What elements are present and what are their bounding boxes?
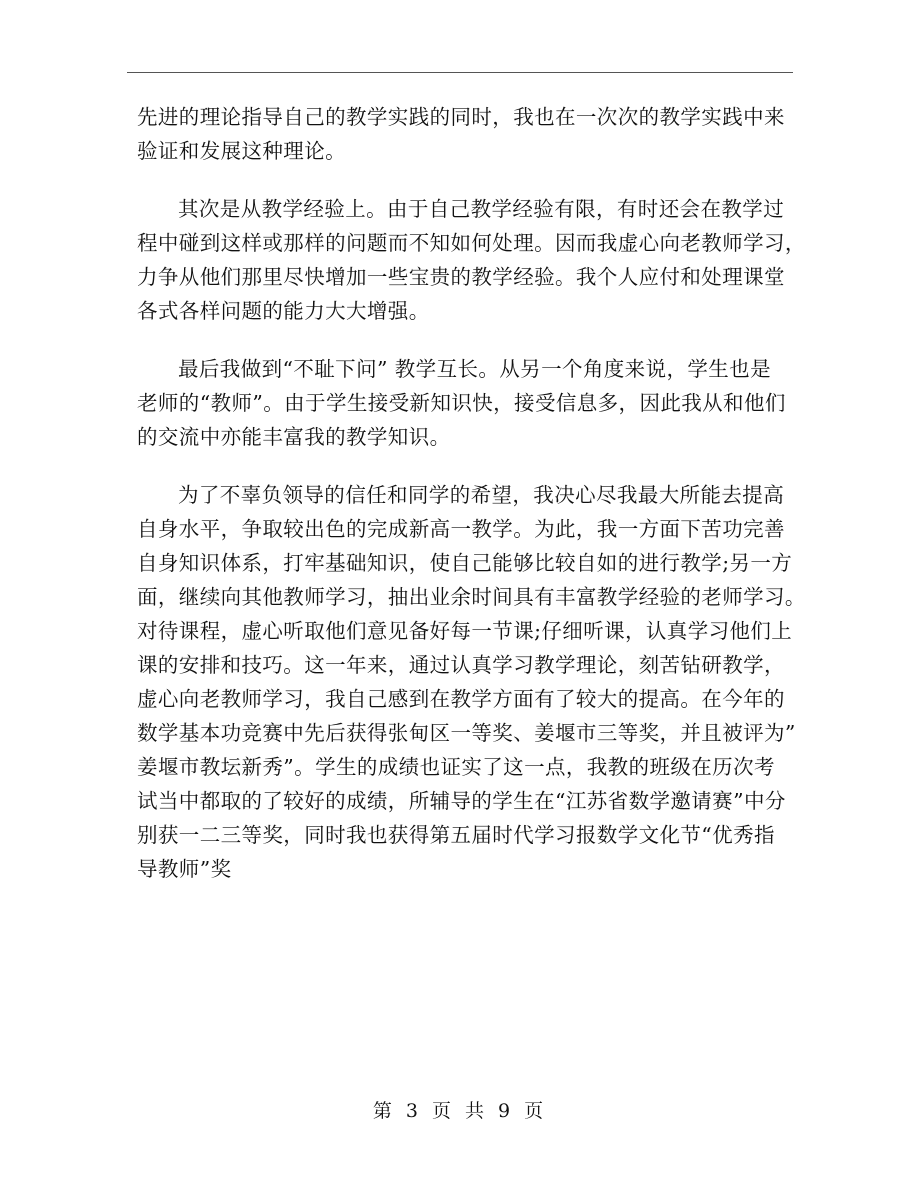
text-line: 对待课程，虚心听取他们意见备好每一节课;仔细听课，认真学习他们上 xyxy=(137,619,793,643)
text-line: 程中碰到这样或那样的问题而不知如何处理。因而我虚心向老教师学习， xyxy=(137,231,806,255)
text-line: 别获一二三等奖，同时我也获得第五届时代学习报数学文化节“优秀指 xyxy=(137,823,775,847)
text-line: 导教师”奖 xyxy=(137,857,232,881)
paragraph-1 xyxy=(137,100,797,168)
text-line: 姜堰市教坛新秀”。学生的成绩也证实了这一点，我教的班级在历次考 xyxy=(137,755,775,779)
text-line: 面，继续向其他教师学习，抽出业余时间具有丰富教学经验的老师学习。 xyxy=(137,585,806,609)
text-line: 验证和发展这种理论。 xyxy=(137,139,346,163)
text-line: 各式各样问题的能力大大增强。 xyxy=(137,299,430,323)
text-line: 虚心向老教师学习，我自己感到在教学方面有了较大的提高。在今年的 xyxy=(137,687,785,711)
text-line: 最后我做到“不耻下问” 教学互长。从另一个角度来说，学生也是 xyxy=(178,357,771,381)
page-footer: 第 3 页 共 9 页 xyxy=(372,1100,548,1122)
text-line: 自身水平，争取较出色的完成新高一教学。为此，我一方面下苦功完善 xyxy=(137,517,785,541)
text-line: 自身知识体系，打牢基础知识，使自己能够比较自如的进行教学;另一方 xyxy=(137,551,793,575)
text-line: 数学基本功竞赛中先后获得张甸区一等奖、姜堰市三等奖，并且被评为” xyxy=(137,721,796,745)
text-line: 力争从他们那里尽快增加一些宝贵的教学经验。我个人应付和处理课堂 xyxy=(137,265,785,289)
text-line: 试当中都取的了较好的成绩，所辅导的学生在“江苏省数学邀请赛”中分 xyxy=(137,789,786,813)
document-body xyxy=(137,100,806,910)
text-line: 其次是从教学经验上。由于自己教学经验有限，有时还会在教学过 xyxy=(178,197,785,221)
paragraph-4 xyxy=(137,478,806,886)
text-line: 课的安排和技巧。这一年来，通过认真学习教学理论，刻苦钻研教学， xyxy=(137,653,785,677)
text-line: 老师的“教师”。由于学生接受新知识快，接受信息多，因此我从和他们 xyxy=(137,391,786,415)
header-rule xyxy=(127,72,793,73)
text-line: 先进的理论指导自己的教学实践的同时，我也在一次次的教学实践中来 xyxy=(137,105,785,129)
paragraph-2 xyxy=(137,192,806,328)
text-line: 的交流中亦能丰富我的教学知识。 xyxy=(137,425,451,449)
paragraph-3 xyxy=(137,352,797,454)
text-line: 为了不辜负领导的信任和同学的希望，我决心尽我最大所能去提高 xyxy=(178,483,785,507)
